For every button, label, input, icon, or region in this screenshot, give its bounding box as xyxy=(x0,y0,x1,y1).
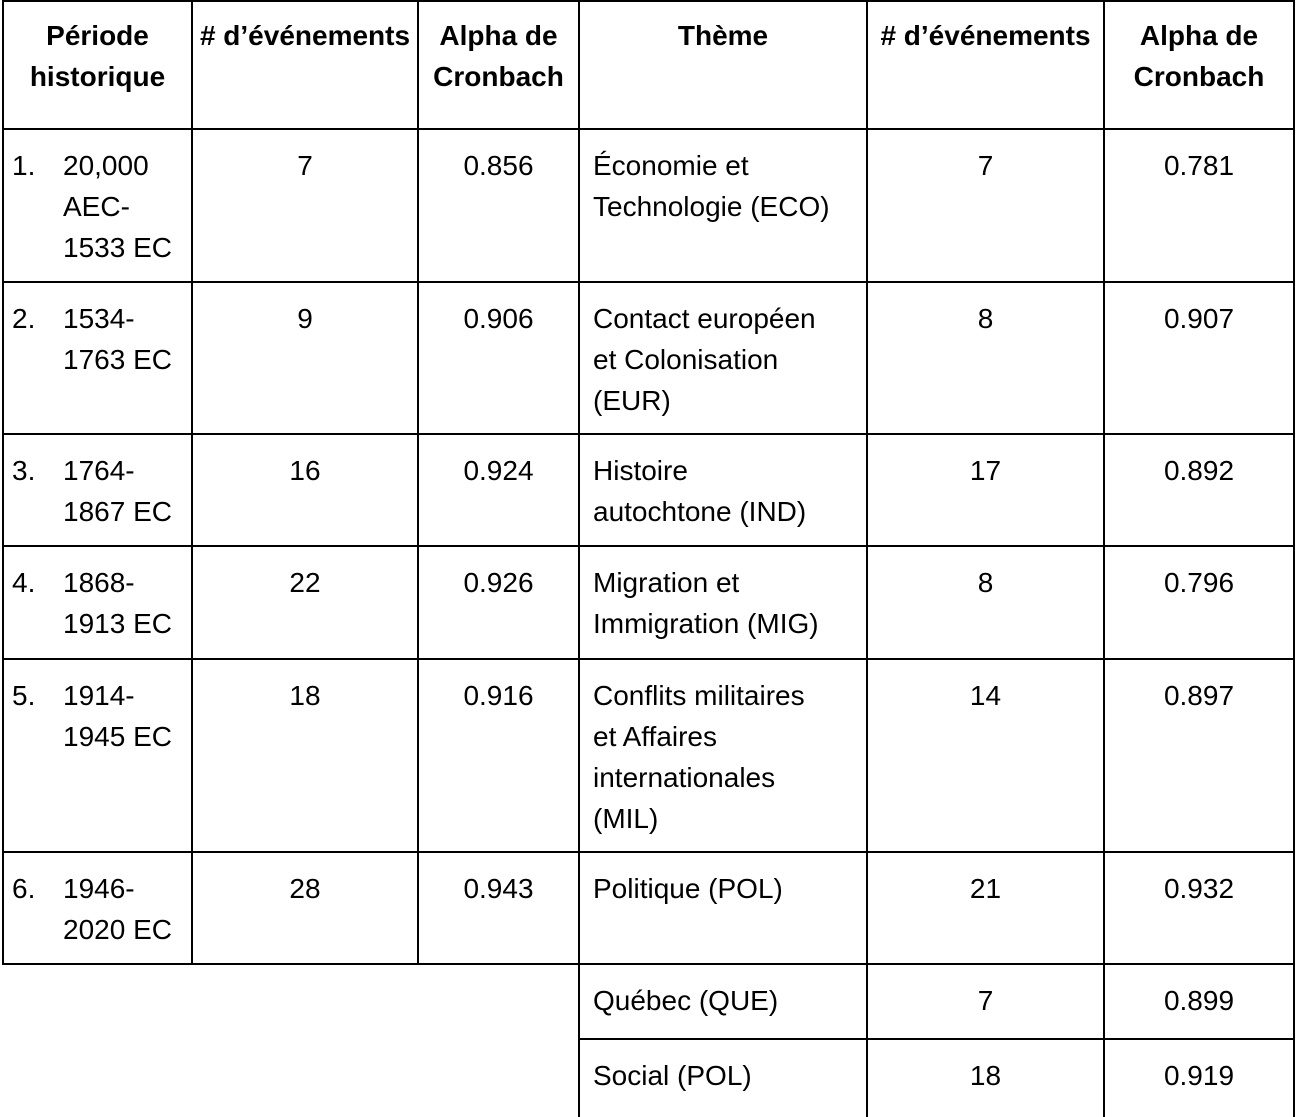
row-divider xyxy=(2,0,1295,2)
theme-event-count: 21 xyxy=(969,873,1002,904)
period-event-count: 16 xyxy=(289,455,321,486)
theme-alpha: 0.932 xyxy=(1163,873,1235,904)
column-divider xyxy=(578,0,580,1117)
theme-alpha: 0.892 xyxy=(1163,455,1235,486)
period-range: 20,000 AEC- 1533 EC xyxy=(63,150,172,263)
row-divider xyxy=(2,851,1295,853)
period-number: 4. xyxy=(12,567,36,598)
header-theme: Thème xyxy=(677,20,769,51)
period-number: 6. xyxy=(12,873,36,904)
period-range: 1534- 1763 EC xyxy=(63,303,172,375)
row-divider xyxy=(578,1038,1295,1040)
header-period: Période historique xyxy=(29,20,166,92)
period-number: 3. xyxy=(12,455,36,486)
header-events-right: # d’événements xyxy=(880,20,1091,51)
theme-alpha: 0.781 xyxy=(1163,150,1235,181)
period-range: 1946- 2020 EC xyxy=(63,873,172,945)
period-range: 1914- 1945 EC xyxy=(63,680,172,752)
period-alpha: 0.916 xyxy=(463,680,534,711)
theme-name: Social (POL) xyxy=(593,1060,752,1091)
row-divider xyxy=(2,658,1295,660)
theme-event-count: 18 xyxy=(969,1060,1002,1091)
theme-alpha: 0.897 xyxy=(1163,680,1235,711)
row-divider xyxy=(2,128,1295,130)
header-events-left: # d’événements xyxy=(199,20,411,51)
period-range: 1764- 1867 EC xyxy=(63,455,172,527)
row-divider xyxy=(2,281,1295,283)
theme-event-count: 8 xyxy=(977,567,994,598)
column-divider xyxy=(1293,0,1295,1117)
row-divider xyxy=(2,545,1295,547)
theme-alpha: 0.919 xyxy=(1163,1060,1235,1091)
row-divider xyxy=(2,963,1295,965)
period-number: 1. xyxy=(12,150,36,181)
period-event-count: 7 xyxy=(297,150,313,181)
header-alpha-left: Alpha de Cronbach xyxy=(433,20,564,92)
theme-alpha: 0.907 xyxy=(1163,303,1235,334)
period-alpha: 0.856 xyxy=(463,150,534,181)
column-divider xyxy=(2,0,4,965)
theme-name: Histoire autochtone (IND) xyxy=(593,455,807,527)
period-event-count: 28 xyxy=(289,873,321,904)
theme-event-count: 14 xyxy=(969,680,1002,711)
period-range: 1868- 1913 EC xyxy=(63,567,172,639)
theme-name: Québec (QUE) xyxy=(593,985,779,1016)
theme-name: Politique (POL) xyxy=(593,873,783,904)
theme-alpha: 0.899 xyxy=(1163,985,1235,1016)
period-alpha: 0.924 xyxy=(463,455,534,486)
theme-name: Conflits militaires et Affaires internationales (MIL) xyxy=(593,680,805,834)
period-event-count: 9 xyxy=(297,303,313,334)
period-alpha: 0.943 xyxy=(463,873,534,904)
period-number: 2. xyxy=(12,303,36,334)
theme-name: Économie et Technologie (ECO) xyxy=(593,150,830,222)
period-number: 5. xyxy=(12,680,36,711)
theme-name: Contact européen et Colonisation (EUR) xyxy=(593,303,816,416)
period-event-count: 22 xyxy=(289,567,321,598)
row-divider xyxy=(2,433,1295,435)
period-alpha: 0.906 xyxy=(463,303,534,334)
period-alpha: 0.926 xyxy=(463,567,534,598)
theme-event-count: 7 xyxy=(977,985,994,1016)
header-alpha-right: Alpha de Cronbach xyxy=(1133,20,1265,92)
theme-event-count: 8 xyxy=(977,303,994,334)
theme-event-count: 17 xyxy=(969,455,1002,486)
theme-alpha: 0.796 xyxy=(1163,567,1235,598)
theme-event-count: 7 xyxy=(977,150,994,181)
period-event-count: 18 xyxy=(289,680,321,711)
theme-name: Migration et Immigration (MIG) xyxy=(593,567,819,639)
